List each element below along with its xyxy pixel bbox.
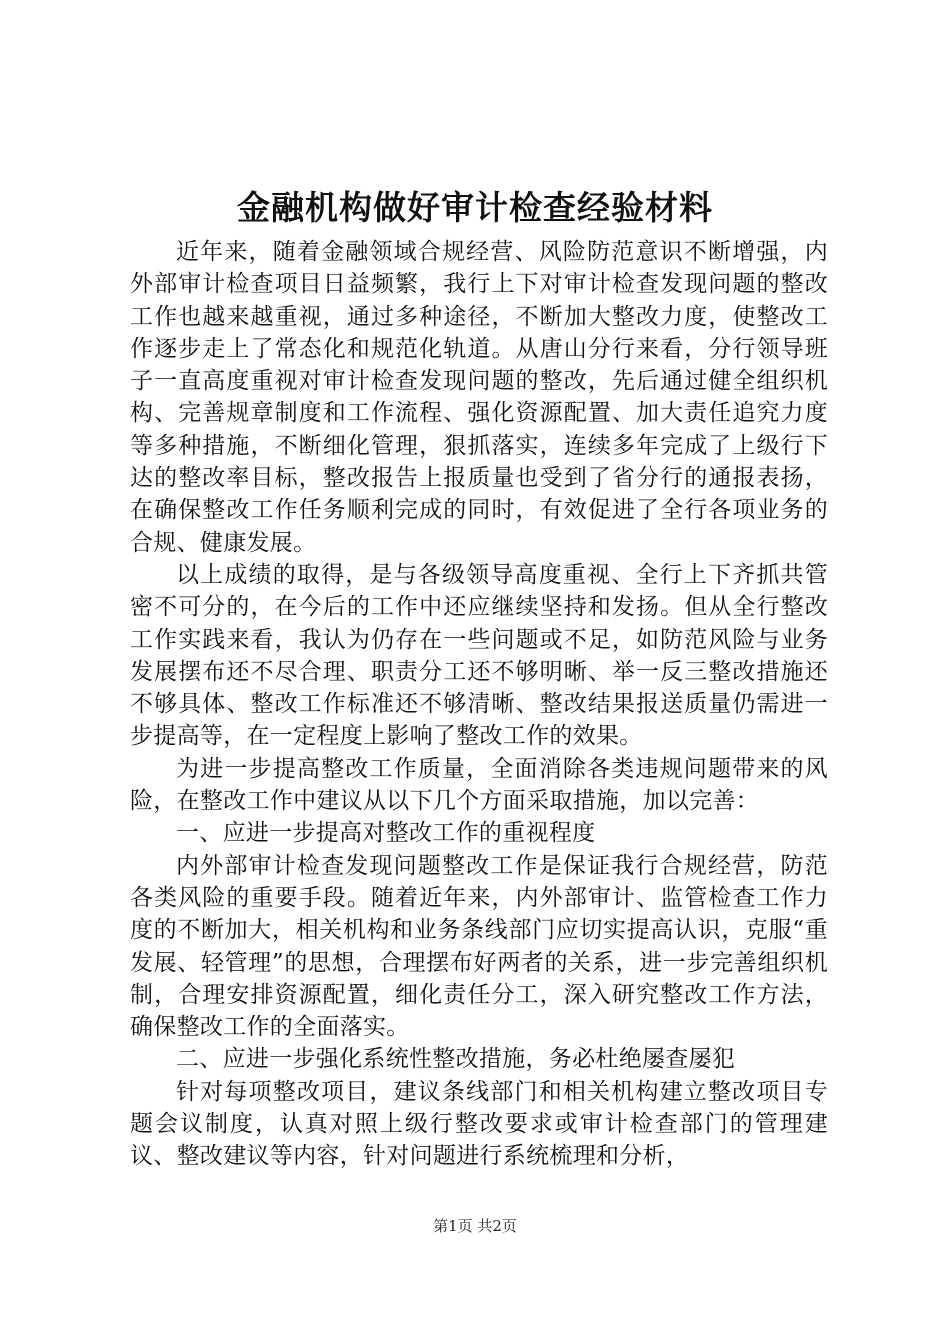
paragraph-achievements: 以上成绩的取得，是与各级领导高度重视、全行上下齐抓共管密不可分的，在今后的工作中还应继续坚持和发扬。但从全行整改工作实践来看，我认为仍存在一些问题或不足，如防范风险与业务发展摆布还不尽合理、职责分工还不够明晰、举一反三整改措施还不够具体、整改工作标准还不够清晰、整改结果报送质量仍需进一步提高等，在一定程度上影响了整改工作的效果。 (130, 561, 828, 750)
paragraph-section-2: 针对每项整改项目，建议条线部门和相关机构建立整改项目专题会议制度，认真对照上级行整改要求或审计检查部门的管理建议、整改建议等内容，针对问题进行系统梳理和分析， (130, 1078, 828, 1170)
page-footer: 第1页 共2页 (433, 1217, 517, 1235)
document-body (130, 236, 828, 1173)
paragraph-intro: 近年来，随着金融领域合规经营、风险防范意识不断增强，内外部审计检查项目日益频繁，我行上下对审计检查发现问题的整改工作也越来越重视，通过多种途径，不断加大整改力度，使整改工作逐步走上了常态化和规范化轨道。从唐山分行来看，分行领导班子一直高度重视对审计检查发现问题的整改，先后通过健全组织机构、完善规章制度和工作流程、强化资源配置、加大责任追究力度等多种措施，不断细化管理，狠抓落实，连续多年完成了上级行下达的整改率目标，整改报告上报质量也受到了省分行的通报表扬，在确保整改工作任务顺利完成的同时，有效促进了全行各项业务的合规、健康发展。 (130, 239, 828, 556)
section-heading-2: 二、应进一步强化系统性整改措施，务必杜绝屡查屡犯 (176, 1046, 736, 1073)
section-heading-1: 一、应进一步提高对整改工作的重视程度 (176, 820, 596, 847)
paragraph-section-1: 内外部审计检查发现问题整改工作是保证我行合规经营，防范各类风险的重要手段。随着近年来，内外部审计、监管检查工作力度的不断加大，相关机构和业务条线部门应切实提高认识，克服“重发展、轻管理”的思想，合理摆布好两者的关系，进一步完善组织机制，合理安排资源配置，细化责任分工，深入研究整改工作方法，确保整改工作的全面落实。 (130, 852, 828, 1041)
paragraph-proposal: 为进一步提高整改工作质量，全面消除各类违规问题带来的风险，在整改工作中建议从以下几个方面采取措施，加以完善： (130, 755, 828, 815)
document-title: 金融机构做好审计检查经验材料 (237, 188, 713, 227)
